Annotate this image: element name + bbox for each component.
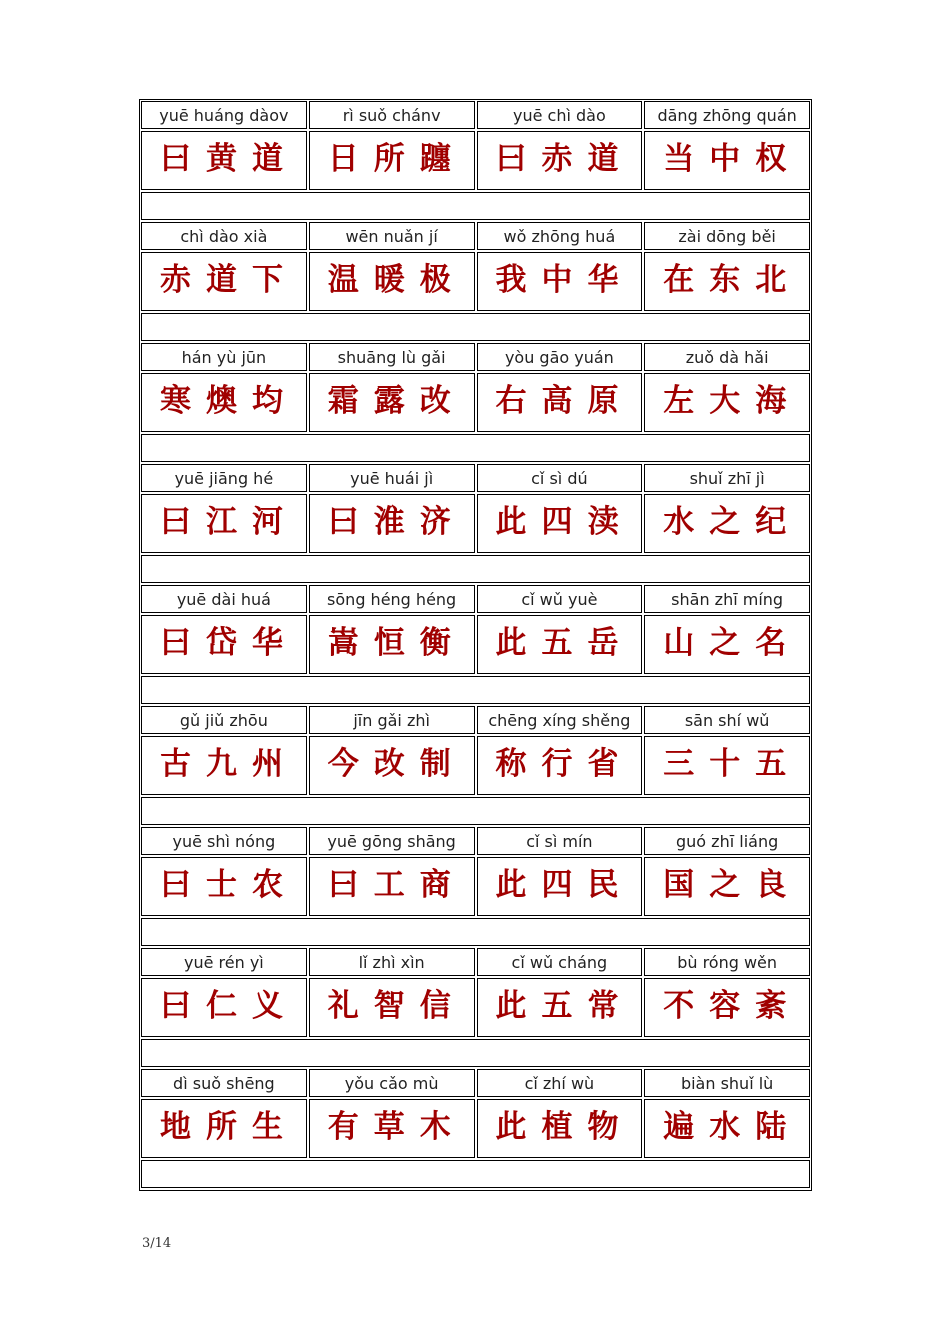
hanzi-text: 曰淮济 bbox=[309, 494, 475, 553]
hanzi-text: 遍水陆 bbox=[644, 1099, 810, 1158]
pinyin-text: yuē gōng shāng bbox=[309, 827, 475, 855]
verse-cell bbox=[141, 827, 307, 916]
hanzi-text: 称行省 bbox=[477, 736, 643, 795]
verse-cell bbox=[477, 948, 643, 1037]
verse-row bbox=[141, 343, 810, 462]
pinyin-text: dāng zhōng quán bbox=[644, 101, 810, 129]
verse-cell bbox=[644, 222, 810, 311]
verse-cell bbox=[309, 827, 475, 916]
hanzi-text: 温暖极 bbox=[309, 252, 475, 311]
hanzi-text: 曰岱华 bbox=[141, 615, 307, 674]
blank-row bbox=[141, 1039, 810, 1067]
hanzi-text: 霜露改 bbox=[309, 373, 475, 432]
pinyin-text: cǐ wǔ yuè bbox=[477, 585, 643, 613]
pinyin-text: cǐ wǔ cháng bbox=[477, 948, 643, 976]
hanzi-text: 不容紊 bbox=[644, 978, 810, 1037]
hanzi-text: 曰江河 bbox=[141, 494, 307, 553]
hanzi-text: 有草木 bbox=[309, 1099, 475, 1158]
verse-cell bbox=[477, 827, 643, 916]
hanzi-text: 国之良 bbox=[644, 857, 810, 916]
pinyin-text: cǐ sì dú bbox=[477, 464, 643, 492]
hanzi-text: 寒燠均 bbox=[141, 373, 307, 432]
pinyin-text: bù róng wěn bbox=[644, 948, 810, 976]
verse-row bbox=[141, 827, 810, 946]
hanzi-text: 此四渎 bbox=[477, 494, 643, 553]
pinyin-text: yuē huáng dàov bbox=[141, 101, 307, 129]
verse-cell bbox=[141, 585, 307, 674]
verse-table bbox=[139, 99, 812, 1191]
verse-cell bbox=[477, 585, 643, 674]
page-number: 3/14 bbox=[142, 1236, 172, 1251]
blank-row bbox=[141, 434, 810, 462]
verse-cell bbox=[644, 343, 810, 432]
verse-row bbox=[141, 101, 810, 220]
hanzi-text: 此植物 bbox=[477, 1099, 643, 1158]
hanzi-text: 我中华 bbox=[477, 252, 643, 311]
hanzi-text: 曰赤道 bbox=[477, 131, 643, 190]
verse-cell bbox=[141, 222, 307, 311]
pinyin-text: cǐ sì mín bbox=[477, 827, 643, 855]
verse-cell bbox=[309, 706, 475, 795]
verse-cell bbox=[644, 464, 810, 553]
hanzi-text: 曰仁义 bbox=[141, 978, 307, 1037]
pinyin-text: rì suǒ chánv bbox=[309, 101, 475, 129]
verse-row bbox=[141, 706, 810, 825]
verse-cell bbox=[141, 1069, 307, 1158]
hanzi-text: 今改制 bbox=[309, 736, 475, 795]
hanzi-text: 此四民 bbox=[477, 857, 643, 916]
verse-cell bbox=[477, 706, 643, 795]
verse-row bbox=[141, 585, 810, 704]
blank-row bbox=[141, 918, 810, 946]
hanzi-text: 嵩恒衡 bbox=[309, 615, 475, 674]
verse-cell bbox=[644, 948, 810, 1037]
pinyin-text: lǐ zhì xìn bbox=[309, 948, 475, 976]
pinyin-text: yuē chì dào bbox=[477, 101, 643, 129]
pinyin-text: yuē jiāng hé bbox=[141, 464, 307, 492]
pinyin-text: chì dào xià bbox=[141, 222, 307, 250]
pinyin-text: yuē rén yì bbox=[141, 948, 307, 976]
verse-cell bbox=[141, 101, 307, 190]
verse-cell bbox=[644, 827, 810, 916]
blank-row bbox=[141, 313, 810, 341]
hanzi-text: 礼智信 bbox=[309, 978, 475, 1037]
hanzi-text: 在东北 bbox=[644, 252, 810, 311]
pinyin-text: gǔ jiǔ zhōu bbox=[141, 706, 307, 734]
pinyin-text: zài dōng běi bbox=[644, 222, 810, 250]
pinyin-text: biàn shuǐ lù bbox=[644, 1069, 810, 1097]
pinyin-text: yòu gāo yuán bbox=[477, 343, 643, 371]
hanzi-text: 水之纪 bbox=[644, 494, 810, 553]
verse-cell bbox=[141, 343, 307, 432]
verse-cell bbox=[309, 1069, 475, 1158]
verse-row bbox=[141, 948, 810, 1067]
blank-row bbox=[141, 1160, 810, 1188]
hanzi-text: 地所生 bbox=[141, 1099, 307, 1158]
pinyin-text: yuē dài huá bbox=[141, 585, 307, 613]
pinyin-text: hán yù jūn bbox=[141, 343, 307, 371]
hanzi-text: 此五岳 bbox=[477, 615, 643, 674]
pinyin-text: cǐ zhí wù bbox=[477, 1069, 643, 1097]
hanzi-text: 山之名 bbox=[644, 615, 810, 674]
verse-cell bbox=[477, 222, 643, 311]
pinyin-text: zuǒ dà hǎi bbox=[644, 343, 810, 371]
hanzi-text: 曰黄道 bbox=[141, 131, 307, 190]
verse-cell bbox=[477, 343, 643, 432]
verse-cell bbox=[644, 101, 810, 190]
pinyin-text: shuǐ zhī jì bbox=[644, 464, 810, 492]
pinyin-text: dì suǒ shēng bbox=[141, 1069, 307, 1097]
pinyin-text: shān zhī míng bbox=[644, 585, 810, 613]
verse-cell bbox=[141, 706, 307, 795]
pinyin-text: shuāng lù gǎi bbox=[309, 343, 475, 371]
hanzi-text: 日所躔 bbox=[309, 131, 475, 190]
verse-cell bbox=[309, 101, 475, 190]
verse-cell bbox=[477, 464, 643, 553]
pinyin-text: sān shí wǔ bbox=[644, 706, 810, 734]
verse-cell bbox=[141, 464, 307, 553]
blank-row bbox=[141, 192, 810, 220]
verse-cell bbox=[309, 222, 475, 311]
hanzi-text: 曰士农 bbox=[141, 857, 307, 916]
verse-cell bbox=[309, 464, 475, 553]
pinyin-text: wēn nuǎn jí bbox=[309, 222, 475, 250]
verse-cell bbox=[309, 585, 475, 674]
hanzi-text: 此五常 bbox=[477, 978, 643, 1037]
blank-row bbox=[141, 555, 810, 583]
hanzi-text: 右高原 bbox=[477, 373, 643, 432]
verse-cell bbox=[141, 948, 307, 1037]
verse-cell bbox=[644, 706, 810, 795]
pinyin-text: chēng xíng shěng bbox=[477, 706, 643, 734]
verse-cell bbox=[644, 1069, 810, 1158]
pinyin-text: jīn gǎi zhì bbox=[309, 706, 475, 734]
verse-cell bbox=[477, 101, 643, 190]
verse-row bbox=[141, 1069, 810, 1188]
verse-cell bbox=[644, 585, 810, 674]
verse-cell bbox=[309, 948, 475, 1037]
hanzi-text: 左大海 bbox=[644, 373, 810, 432]
pinyin-text: yuē shì nóng bbox=[141, 827, 307, 855]
blank-row bbox=[141, 676, 810, 704]
hanzi-text: 赤道下 bbox=[141, 252, 307, 311]
pinyin-text: yuē huái jì bbox=[309, 464, 475, 492]
pinyin-text: wǒ zhōng huá bbox=[477, 222, 643, 250]
verse-row bbox=[141, 222, 810, 341]
hanzi-text: 古九州 bbox=[141, 736, 307, 795]
blank-row bbox=[141, 797, 810, 825]
verse-cell bbox=[477, 1069, 643, 1158]
hanzi-text: 当中权 bbox=[644, 131, 810, 190]
pinyin-text: sōng héng héng bbox=[309, 585, 475, 613]
pinyin-text: guó zhī liáng bbox=[644, 827, 810, 855]
verse-cell bbox=[309, 343, 475, 432]
hanzi-text: 三十五 bbox=[644, 736, 810, 795]
pinyin-text: yǒu cǎo mù bbox=[309, 1069, 475, 1097]
hanzi-text: 曰工商 bbox=[309, 857, 475, 916]
verse-row bbox=[141, 464, 810, 583]
